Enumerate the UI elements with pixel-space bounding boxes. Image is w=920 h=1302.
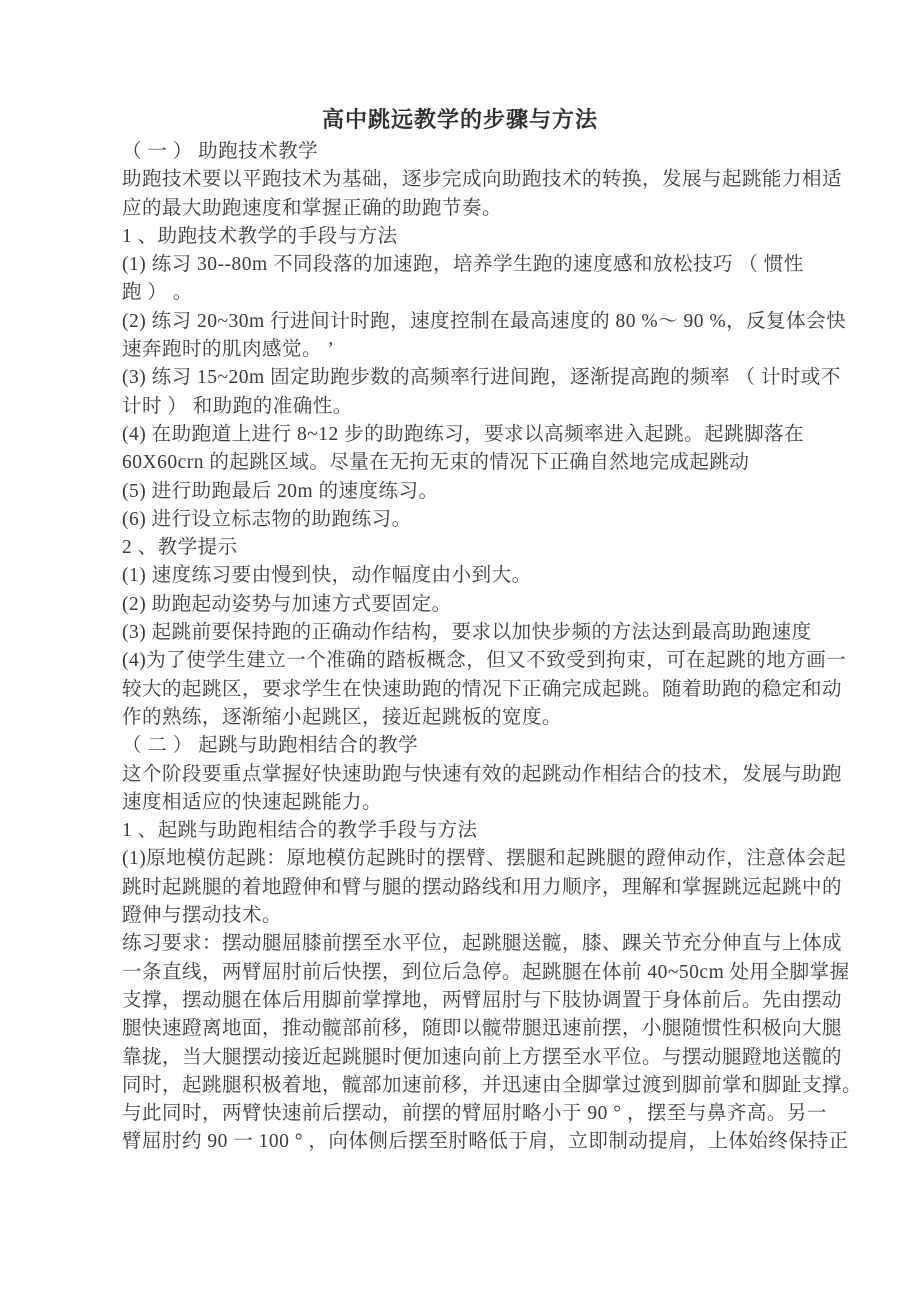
document-body <box>122 138 863 1157</box>
text-line: (2) 练习 20~30m 行进间计时跑，速度控制在最高速度的 80 %～ 90 %，反复体会快 <box>122 310 847 332</box>
text-line: 1 、助跑技术教学的手段与方法 <box>122 225 398 247</box>
text-line: 跳时起跳腿的着地蹬伸和臂与腿的摆动路线和用力顺序，理解和掌握跳远起跳中的 <box>122 876 843 898</box>
text-line: (3) 起跳前要保持跑的正确动作结构，要求以加快步频的方法达到最高助跑速度 <box>122 622 812 644</box>
document-title: 高中跳远教学的步骤与方法 <box>321 107 598 132</box>
text-line: 2 、教学提示 <box>122 537 238 559</box>
text-line: 较大的起跳区，要求学生在快速助跑的情况下正确完成起跳。随着助跑的稳定和动 <box>122 678 843 700</box>
text-line: 助跑技术要以平跑技术为基础，逐步完成向助跑技术的转换，发展与起跳能力相适 <box>122 169 843 191</box>
text-line: 应的最大助跑速度和掌握正确的助跑节奏。 <box>122 197 503 219</box>
text-line: 1 、起跳与助跑相结合的教学手段与方法 <box>122 820 478 842</box>
text-line: 跑 ） 。 <box>122 282 193 304</box>
text-line: (4) 在助跑道上进行 8~12 步的助跑练习，要求以高频率进入起跳。起跳脚落在 <box>122 423 805 445</box>
text-line: 练习要求：摆动腿屈膝前摆至水平位，起跳腿送髋，膝、踝关节充分伸直与上体成 <box>122 933 843 955</box>
text-line: (5) 进行助跑最后 20m 的速度练习。 <box>122 480 439 502</box>
text-line: 一条直线，两臂屈肘前后快摆，到位后急停。起跳腿在体前 40~50cm 处用全脚掌握 <box>122 961 850 983</box>
text-line: 速奔跑时的肌肉感觉。 ’ <box>122 339 335 361</box>
text-line: 60X60crn 的起跳区域。尽量在无拘无束的情况下正确自然地完成起跳动 <box>122 452 750 474</box>
text-line: (1) 速度练习要由慢到快，动作幅度由小到大。 <box>122 565 532 587</box>
text-line: （ 一 ） 助跑技术教学 <box>122 141 319 162</box>
text-line: （ 二 ） 起跳与助跑相结合的教学 <box>122 735 419 757</box>
text-line: (4)为了使学生建立一个准确的踏板概念，但又不致受到拘束，可在起跳的地方画一 <box>122 650 847 672</box>
text-line: (3) 练习 15~20m 固定助跑步数的高频率行进间跑，逐渐提高跑的频率 （ 计时或不 <box>122 367 841 389</box>
text-line: (1) 练习 30--80m 不同段落的加速跑，培养学生跑的速度感和放松技巧 （ 惯性 <box>122 254 804 276</box>
text-line: (2) 助跑起动姿势与加速方式要固定。 <box>122 593 452 615</box>
text-line: 蹬伸与摆动技术。 <box>122 905 283 927</box>
text-line: 靠拢，当大腿摆动接近起跳腿时便加速向前上方摆至水平位。与摆动腿蹬地送髋的 <box>122 1046 843 1068</box>
text-line: (6) 进行设立标志物的助跑练习。 <box>122 508 412 530</box>
text-line: 作的熟练，逐渐缩小起跳区，接近起跳板的宽度。 <box>122 706 563 728</box>
text-line: 计时 ） 和助跑的准确性。 <box>122 395 353 417</box>
text-line: 与此同时，两臂快速前后摆动，前摆的臂屈肘略小于 90 ° ，摆至与鼻齐高。另一 <box>122 1103 827 1125</box>
text-line: (1)原地模仿起跳：原地模仿起跳时的摆臂、摆腿和起跳腿的蹬伸动作，注意体会起 <box>122 848 847 870</box>
text-line: 腿快速蹬离地面，推动髋部前移，随即以髋带腿迅速前摆，小腿随惯性积极向大腿 <box>122 1018 843 1040</box>
text-line: 速度相适应的快速起跳能力。 <box>122 791 383 813</box>
text-line: 这个阶段要重点掌握好快速助跑与快速有效的起跳动作相结合的技术，发展与助跑 <box>122 763 843 785</box>
text-line: 同时，起跳腿积极着地，髋部加速前移，并迅速由全脚掌过渡到脚前掌和脚趾支撑。 <box>122 1074 863 1096</box>
text-line: 支撑，摆动腿在体后用脚前掌撑地，两臂屈肘与下肢协调置于身体前后。先由摆动 <box>122 989 843 1011</box>
text-line: 臂屈肘约 90 一 100 ° ，向体侧后摆至肘略低于肩，立即制动提肩，上体始终保持正 <box>122 1131 849 1153</box>
